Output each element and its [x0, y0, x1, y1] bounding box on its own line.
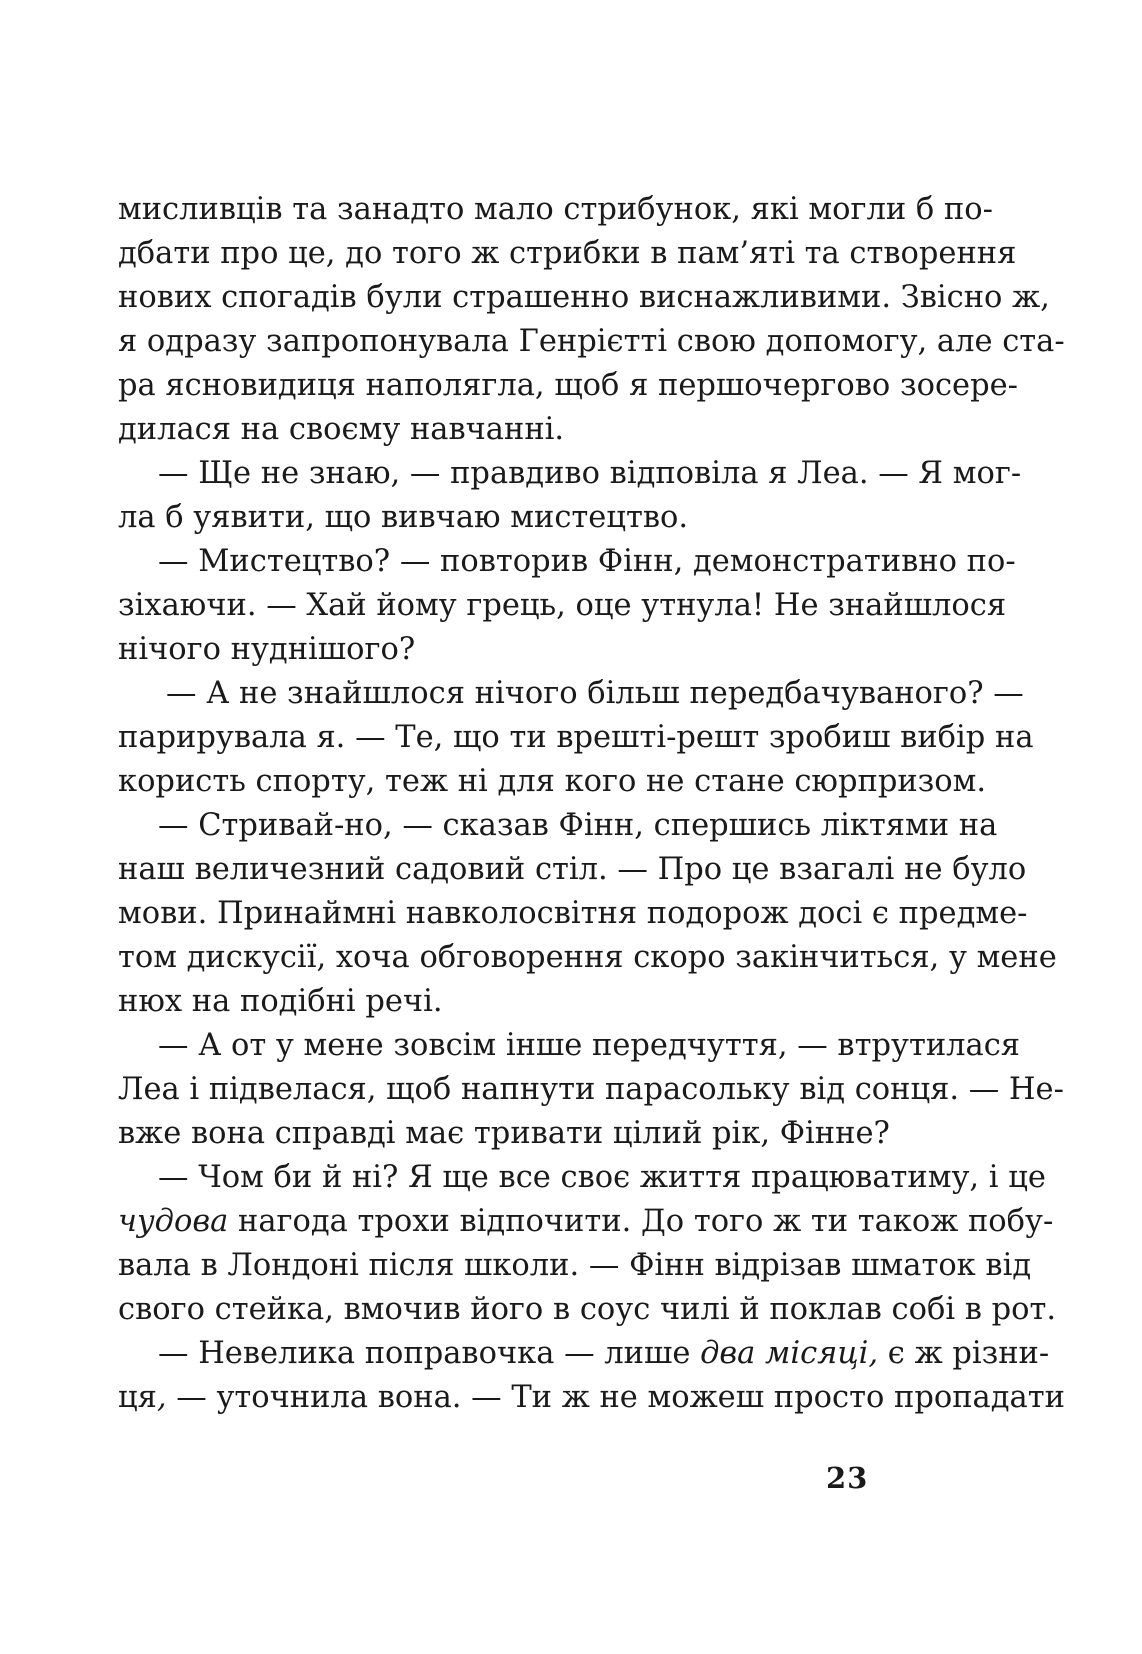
text-line: мисливців та занадто мало стрибунок, які могли б по-	[118, 192, 993, 227]
text-line: мови. Принаймні навколосвітня подорож досі є предме-	[118, 896, 1028, 931]
text-line: дилася на своєму навчанні.	[118, 412, 565, 447]
page-number: 23	[826, 1461, 869, 1495]
body-text	[118, 188, 1065, 1420]
text-line: вже вона справді має тривати цілий рік, Фінне?	[118, 1116, 890, 1151]
text-line: користь спорту, теж ні для кого не стане сюрпризом.	[118, 764, 987, 799]
emphasis-text: два місяці,	[700, 1336, 879, 1371]
text-line: — Стривай-но, — сказав Фінн, спершись ліктями на	[158, 808, 998, 843]
text-line: нічого нуднішого?	[118, 632, 416, 667]
text-line: зіхаючи. — Хай йому грець, оце утнула! Не знайшлося	[118, 588, 1007, 623]
text-line: — Мистецтво? — повторив Фінн, демонстративно по-	[158, 544, 1016, 579]
text-line	[118, 1332, 1050, 1376]
emphasis-text: ,	[156, 1380, 167, 1415]
text-line: — Ще не знаю, — правдиво відповіла я Леа. — Я мог-	[158, 456, 1022, 491]
text-line: ла б уявити, що вивчаю мистецтво.	[118, 500, 689, 535]
text-line: ра ясновидиця наполягла, щоб я першочергово зосере-	[118, 368, 1018, 403]
text-line: дбати про це, до того ж стрибки в пам’яті та створення	[118, 236, 1017, 271]
text-line: — А от у мене зовсім інше передчуття, — втрутилася	[158, 1028, 1021, 1063]
text-line: нових спогадів були страшенно виснажливими. Звісно ж,	[118, 280, 1050, 315]
text-segment: нагода трохи відпочити. До того ж ти також побу-	[228, 1204, 1054, 1239]
text-line: наш величезний садовий стіл. — Про це взагалі не було	[118, 852, 1027, 887]
text-line: — А не знайшлося нічого більш передбачуваного? —	[166, 676, 1024, 711]
text-line: Леа і підвелася, щоб напнути парасольку від сонця. — Не-	[118, 1072, 1064, 1107]
text-segment: — Невелика поправочка — лише	[158, 1336, 701, 1371]
text-segment: — уточнила вона. — Ти ж не можеш просто пропадати	[166, 1380, 1065, 1415]
text-segment: є ж різни-	[878, 1336, 1050, 1371]
text-line: том дискусії, хоча обговорення скоро закінчиться, у мене	[118, 940, 1057, 975]
text-line	[118, 1376, 1065, 1420]
text-line: парирувала я. — Те, що ти врешті-решт зробиш вибір на	[118, 720, 1034, 755]
text-line: — Чом би й ні? Я ще все своє життя працюватиму, і це	[158, 1160, 1046, 1195]
text-line: вала в Лондоні після школи. — Фінн відрізав шматок від	[118, 1248, 1032, 1283]
text-line: нюх на подібні речі.	[118, 984, 443, 1019]
text-line: свого стейка, вмочив його в соус чилі й поклав собі в рот.	[118, 1292, 1057, 1327]
text-segment: ця	[118, 1380, 157, 1415]
emphasis-text: чудова	[118, 1204, 229, 1239]
text-line	[118, 1200, 1054, 1244]
text-line: я одразу запропонувала Генрієтті свою допомогу, але ста-	[118, 324, 1065, 359]
